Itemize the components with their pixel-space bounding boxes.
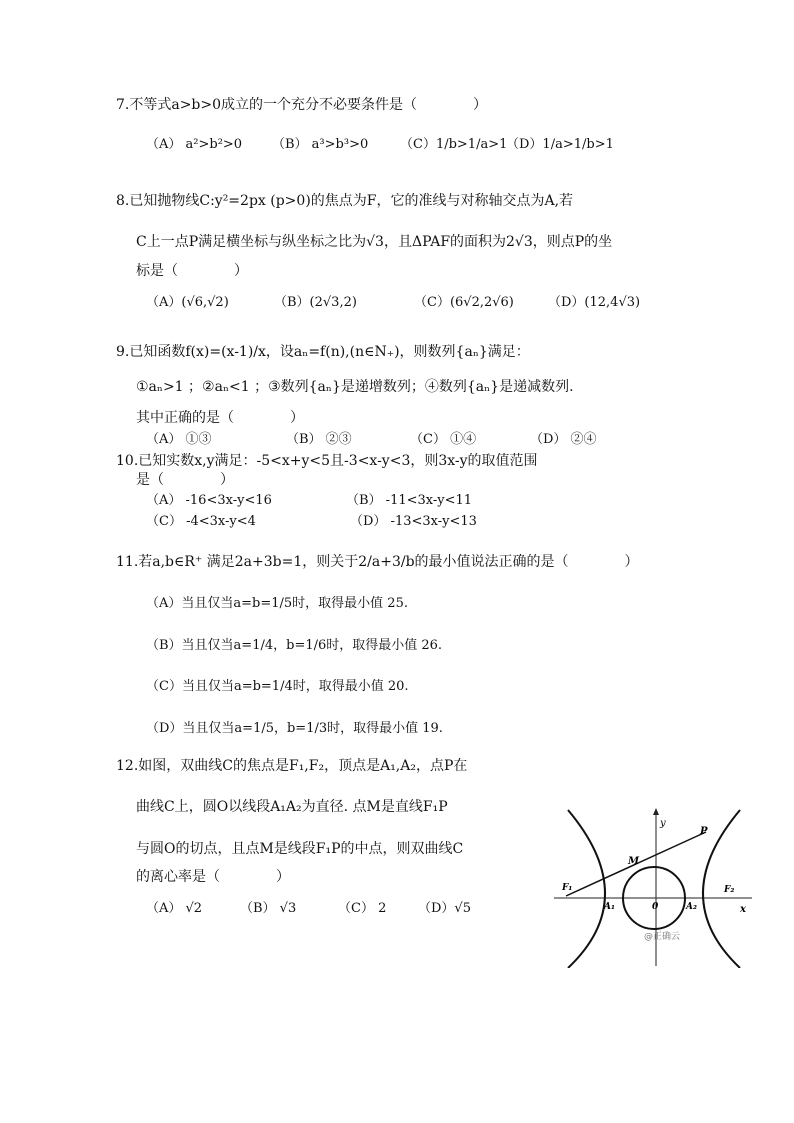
q9-line3: 其中正确的是（ ） [136,410,304,426]
q8-option-d[interactable]: （D）(12,4√3) [548,295,641,310]
q8-line3: 标是（ ） [136,263,248,279]
label-m: M [628,856,640,867]
q7-option-b[interactable]: （B） a³>b³>0 [272,137,369,152]
label-a1: A₁ [604,902,615,912]
q8-line2: C上一点P满足横坐标与纵坐标之比为√3，且ΔPAF的面积为2√3，则点P的坐 [136,234,613,250]
q11-stem: 11.若a,b∈R⁺ 满足2a+3b=1，则关于2/a+3/b的最小值说法正确的是（ ） [116,554,639,570]
q8-option-b[interactable]: （B）(2√3,2) [274,295,357,310]
q7-option-c[interactable]: （C）1/b>1/a>1 [400,137,508,152]
q7-option-d[interactable]: （D）1/a>1/b>1 [506,137,614,152]
q11-option-b[interactable]: （B）当且仅当a=1/4，b=1/6时，取得最小值 26. [146,638,443,653]
q12-line2: 曲线C上，圆O以线段A₁A₂为直径. 点M是直线F₁P [136,799,448,815]
q12-option-a[interactable]: （A） √2 [146,901,203,916]
label-f1: F₁ [562,883,573,893]
q10-option-c[interactable]: （C） -4<3x-y<4 [146,514,256,529]
q11-option-c[interactable]: （C）当且仅当a=b=1/4时，取得最小值 20. [146,679,409,694]
label-f2: F₂ [724,885,735,895]
q10-option-d[interactable]: （D） -13<3x-y<13 [350,514,477,529]
y-axis-arrow [653,808,659,815]
figure-watermark: @正确云 [644,932,681,942]
q9-option-a[interactable]: （A） ①③ [146,432,212,447]
q8-option-a[interactable]: （A）(√6,√2) [146,295,229,310]
q12-option-b[interactable]: （B） √3 [240,901,297,916]
label-o: 0 [652,902,659,912]
q10-option-a[interactable]: （A） -16<3x-y<16 [146,493,272,508]
label-y: y [660,818,666,829]
q8-line1: 8.已知抛物线C:y²=2px (p>0)的焦点为F，它的准线与对称轴交点为A,若 [116,193,574,209]
label-x: x [740,904,746,915]
q10-line1: 10.已知实数x,y满足：-5<x+y<5且-3<x-y<3，则3x-y的取值范围 [116,453,538,469]
q12-line1: 12.如图，双曲线C的焦点是F₁,F₂，顶点是A₁,A₂，点P在 [116,758,468,774]
hyperbola-right-branch [703,810,740,968]
q9-option-d[interactable]: （D） ②④ [530,432,597,447]
q9-line1: 9.已知函数f(x)=(x-1)/x，设aₙ=f(n),(n∈N₊)，则数列{aₙ}满足： [116,344,530,360]
q9-option-c[interactable]: （C） ①④ [410,432,477,447]
q11-option-a[interactable]: （A）当且仅当a=b=1/5时，取得最小值 25. [146,596,408,611]
label-p: P [700,826,708,837]
q9-option-b[interactable]: （B） ②③ [286,432,352,447]
q10-line2: 是（ ） [136,472,234,488]
label-a2: A₂ [686,902,697,912]
hyperbola-left-branch [568,810,605,968]
q9-line2: ①aₙ>1 ；②aₙ<1 ；③数列{aₙ}是递增数列；④数列{aₙ}是递减数列. [136,379,574,395]
q12-line3: 与圆O的切点，且点M是线段F₁P的中点，则双曲线C [136,841,464,857]
q7-option-a[interactable]: （A） a²>b²>0 [146,137,243,152]
q12-line4: 的离心率是（ ） [136,869,290,885]
q10-option-b[interactable]: （B） -11<3x-y<11 [346,493,473,508]
q7-stem: 7.不等式a>b>0成立的一个充分不必要条件是（ ） [116,97,488,113]
q12-option-d[interactable]: （D）√5 [418,901,471,916]
q8-option-c[interactable]: （C）(6√2,2√6) [414,295,514,310]
q11-option-d[interactable]: （D）当且仅当a=1/5，b=1/3时，取得最小值 19. [146,721,443,736]
hyperbola-figure [548,806,764,968]
q12-option-c[interactable]: （C） 2 [338,901,387,916]
